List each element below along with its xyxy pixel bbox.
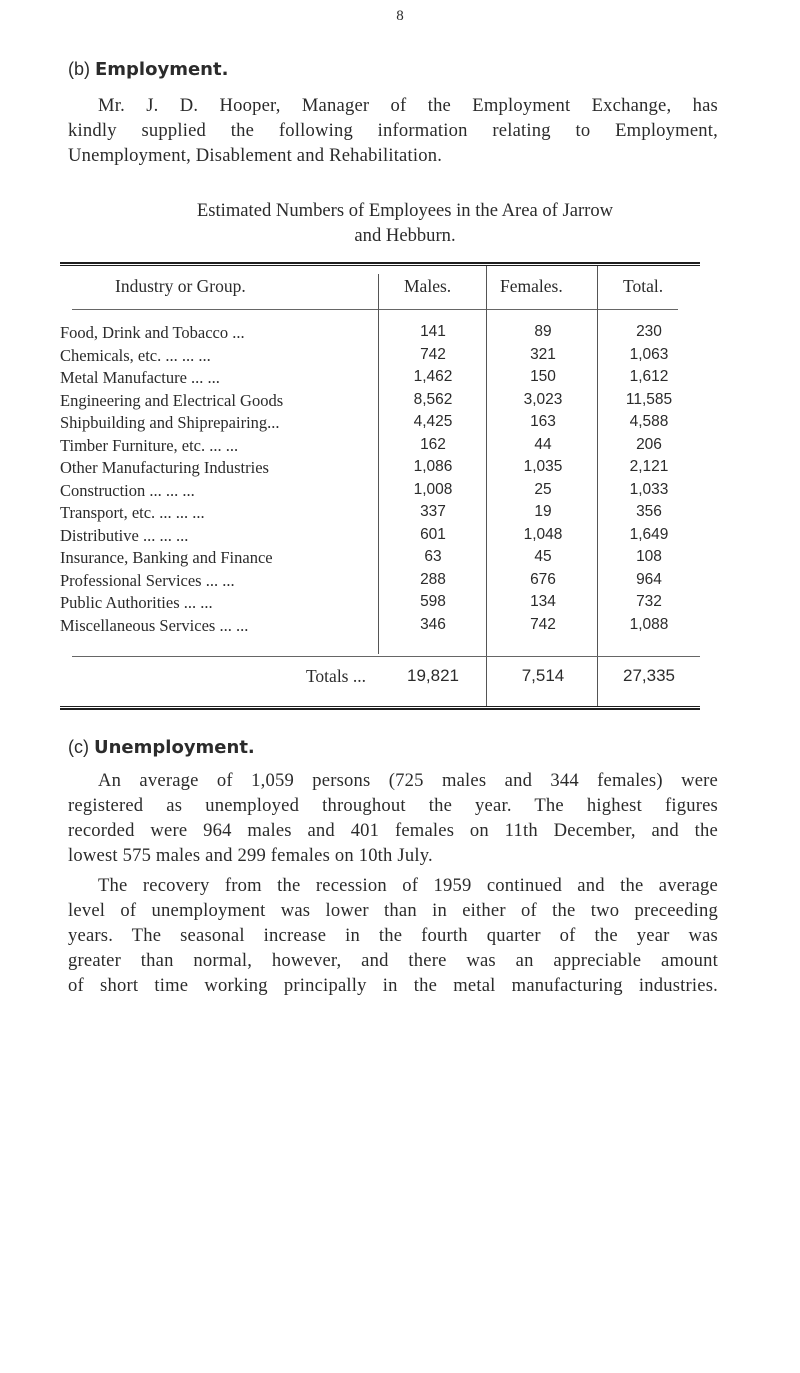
table-row (60, 458, 700, 482)
para-line: of short time working principally in the metal manufacturing industries. (68, 975, 718, 996)
unemployment-heading-letter: (c) (68, 737, 89, 757)
males-cell: 63 (424, 548, 442, 565)
table-bottom-rule-2 (60, 708, 700, 710)
total-cell: 11,585 (625, 390, 673, 408)
header-rule (72, 309, 678, 310)
total-cell: 4,588 (629, 413, 669, 430)
para-line: registered as unemployed throughout the year. The highest figures (68, 795, 718, 816)
intro-line: Mr. J. D. Hooper, Manager of the Employment Exchange, has (98, 95, 718, 116)
table-top-rule (60, 262, 700, 264)
table-bottom-rule (60, 706, 700, 707)
industry-cell: Distributive ... ... ... (60, 525, 189, 545)
table-row (60, 616, 700, 640)
table-body (60, 323, 700, 663)
males-cell: 162 (420, 435, 446, 453)
table-row (60, 323, 700, 347)
females-cell: 134 (530, 593, 556, 610)
unemployment-para-2 (68, 873, 718, 998)
table-caption (60, 198, 750, 248)
total-cell: 1,649 (629, 525, 669, 543)
table-row (60, 526, 700, 550)
females-cell: 1,048 (523, 525, 563, 543)
females-cell: 150 (530, 368, 556, 385)
caption-line: and Hebburn. (354, 225, 456, 246)
industry-cell: Transport, etc. ... ... ... (60, 503, 205, 522)
header-industry: Industry or Group. (115, 276, 246, 296)
industry-cell: Timber Furniture, etc. ... ... (60, 435, 239, 455)
total-cell: 356 (636, 503, 662, 520)
table-row (60, 593, 700, 617)
males-cell: 288 (420, 570, 446, 588)
totals-row (60, 666, 700, 690)
females-cell: 1,035 (523, 458, 563, 475)
females-cell: 3,023 (523, 390, 563, 408)
employment-heading (68, 58, 228, 81)
females-cell: 742 (530, 615, 556, 633)
industry-cell: Shipbuilding and Shiprepairing... (60, 413, 280, 432)
females-cell: 44 (534, 435, 552, 453)
totals-females: 7,514 (521, 666, 565, 685)
males-cell: 598 (420, 593, 446, 610)
para-line: recorded were 964 males and 401 females on 11th December, and the (68, 820, 718, 841)
table-row (60, 391, 700, 415)
total-cell: 230 (636, 323, 662, 340)
industry-cell: Other Manufacturing Industries (60, 458, 269, 477)
table-top-rule-2 (60, 265, 700, 266)
unemployment-heading (68, 736, 255, 759)
employment-heading-title: Employment. (95, 59, 229, 80)
total-cell: 1,612 (629, 368, 669, 385)
table-row (60, 436, 700, 460)
males-cell: 601 (420, 525, 446, 543)
industry-cell: Engineering and Electrical Goods (60, 390, 284, 410)
para-line: years. The seasonal increase in the fourth quarter of the year was (68, 925, 718, 946)
males-cell: 8,562 (413, 390, 453, 408)
header-total: Total. (623, 276, 664, 296)
industry-cell: Metal Manufacture ... ... (60, 368, 220, 387)
total-cell: 108 (636, 548, 662, 565)
females-cell: 25 (534, 480, 552, 498)
totals-rule (72, 656, 700, 657)
caption-line: Estimated Numbers of Employees in the Area of Jarrow (196, 200, 614, 221)
males-cell: 742 (420, 345, 446, 363)
males-cell: 346 (420, 615, 446, 633)
females-cell: 676 (530, 570, 556, 588)
intro-line: kindly supplied the following information relating to Employment, (68, 120, 718, 141)
industry-cell: Public Authorities ... ... (60, 593, 213, 612)
females-cell: 163 (530, 413, 556, 430)
females-cell: 45 (534, 548, 552, 565)
industry-cell: Professional Services ... ... (60, 570, 235, 590)
page-number: 8 (396, 8, 404, 24)
table-row (60, 571, 700, 595)
males-cell: 4,425 (413, 413, 453, 430)
females-cell: 321 (530, 345, 556, 363)
table-row (60, 413, 700, 437)
total-cell: 732 (636, 593, 662, 610)
table-row (60, 368, 700, 392)
males-cell: 1,008 (413, 480, 453, 498)
employment-heading-letter: (b) (68, 59, 90, 79)
header-females: Females. (500, 276, 563, 296)
employment-intro (68, 93, 718, 168)
para-line: lowest 575 males and 299 females on 10th July. (68, 845, 433, 866)
para-line: greater than normal, however, and there was an appreciable amount (68, 950, 718, 971)
unemployment-para-1 (68, 768, 718, 868)
total-cell: 1,033 (629, 480, 669, 498)
industry-cell: Chemicals, etc. ... ... ... (60, 345, 211, 365)
total-cell: 964 (636, 570, 662, 588)
totals-males: 19,821 (407, 666, 459, 685)
total-cell: 1,088 (629, 615, 669, 633)
table-row (60, 346, 700, 370)
total-cell: 206 (636, 435, 662, 453)
table-row (60, 548, 700, 572)
unemployment-heading-title: Unemployment. (94, 737, 255, 758)
header-males: Males. (404, 276, 452, 296)
employees-table (0, 262, 800, 722)
females-cell: 89 (534, 323, 552, 340)
total-cell: 1,063 (629, 345, 669, 363)
table-row (60, 503, 700, 527)
industry-cell: Miscellaneous Services ... ... (60, 615, 249, 635)
industry-cell: Insurance, Banking and Finance (60, 548, 273, 567)
intro-line: Unemployment, Disablement and Rehabilitation. (68, 145, 443, 166)
para-line: The recovery from the recession of 1959 continued and the average (98, 875, 718, 896)
total-cell: 2,121 (629, 458, 669, 475)
males-cell: 1,086 (413, 458, 453, 475)
para-line: An average of 1,059 persons (725 males and 344 females) were (98, 770, 718, 791)
males-cell: 1,462 (413, 368, 453, 385)
males-cell: 141 (420, 323, 446, 340)
totals-label: Totals ... (305, 666, 366, 686)
totals-total: 27,335 (623, 666, 675, 685)
industry-cell: Food, Drink and Tobacco ... (60, 323, 245, 342)
females-cell: 19 (534, 503, 552, 520)
table-row (60, 481, 700, 505)
males-cell: 337 (420, 503, 446, 520)
industry-cell: Construction ... ... ... (60, 480, 195, 500)
para-line: level of unemployment was lower than in either of the two preceeding (68, 900, 718, 921)
